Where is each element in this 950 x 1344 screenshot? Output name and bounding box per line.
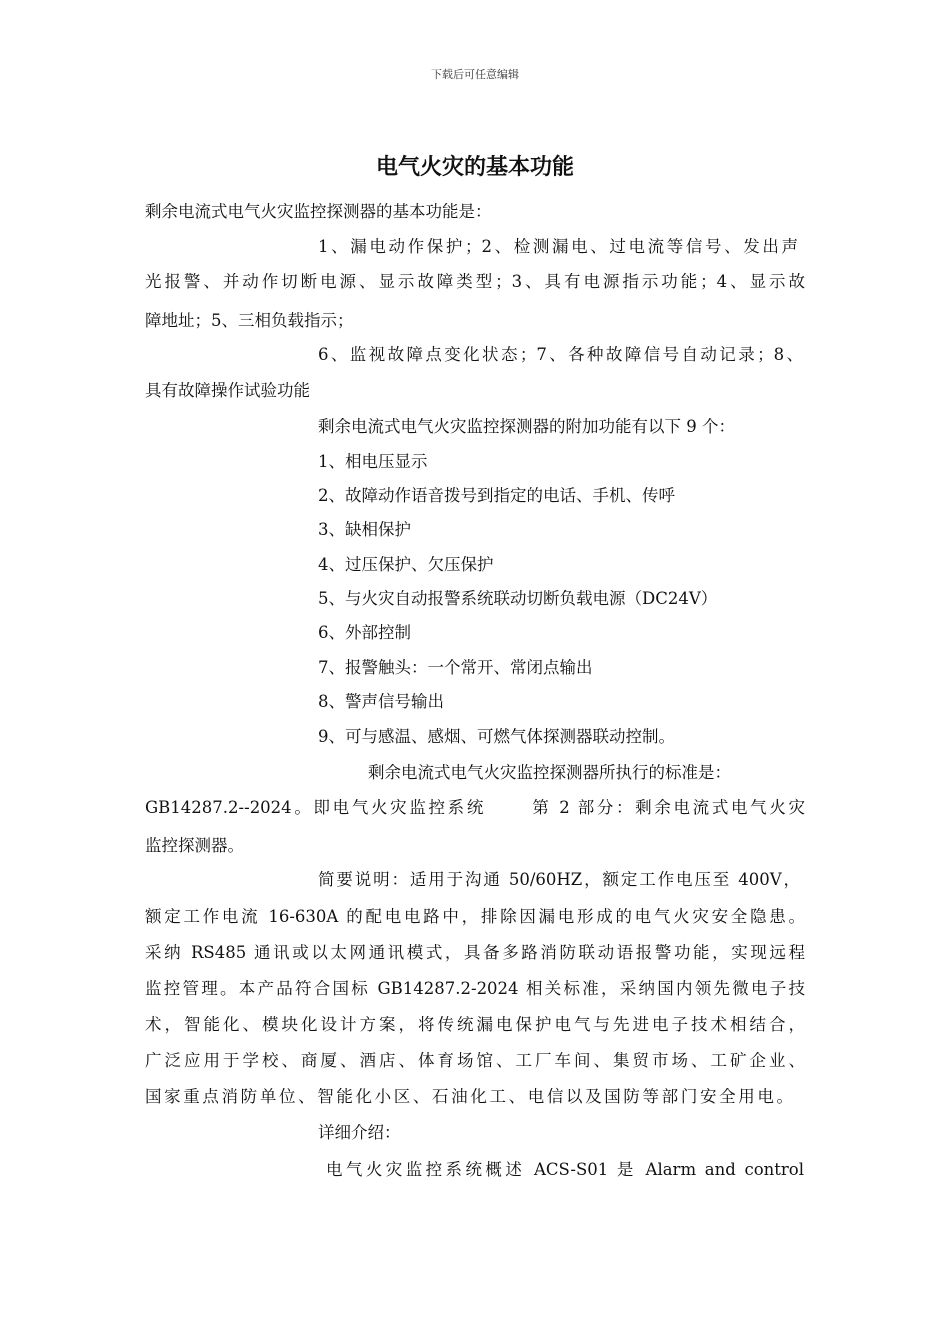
body-line: 电气火灾监控系统概述 ACS-S01 是 Alarm and control [326, 1160, 804, 1179]
body-line: 障地址；5、三相负载指示； [145, 311, 354, 330]
list-item: 7、报警触头：一个常开、常闭点输出 [318, 658, 593, 677]
body-line: 监控探测器。 [145, 836, 244, 855]
body-line: 术，智能化、模块化设计方案，将传统漏电保护电气与先进电子技术相结合， [145, 1015, 805, 1034]
body-line: 详细介绍： [318, 1123, 401, 1142]
body-line: 采纳 RS485 通讯或以太网通讯模式，具备多路消防联动语报警功能，实现远程 [145, 943, 805, 962]
body-line: 国家重点消防单位、智能化小区、石油化工、电信以及国防等部门安全用电。 [145, 1087, 793, 1106]
body-line: 监控管理。本产品符合国标 GB14287.2-2024 相关标准，采纳国内领先微电子技 [145, 979, 805, 998]
list-item: 6、外部控制 [318, 623, 411, 642]
header-note: 下载后可任意编辑 [431, 68, 519, 81]
list-item: 4、过压保护、欠压保护 [318, 555, 494, 574]
body-line: 剩余电流式电气火灾监控探测器的附加功能有以下 9 个： [318, 417, 735, 436]
list-item: 1、相电压显示 [318, 452, 428, 471]
page-title: 电气火灾的基本功能 [375, 154, 574, 180]
body-line: 额定工作电流 16-630A 的配电电路中，排除因漏电形成的电气火灾安全隐患。 [145, 907, 805, 926]
body-line: 光报警、并动作切断电源、显示故障类型；3、具有电源指示功能；4、显示故 [145, 272, 805, 291]
body-line: 广泛应用于学校、商厦、酒店、体育场馆、工厂车间、集贸市场、工矿企业、 [145, 1051, 805, 1070]
body-line: 具有故障操作试验功能 [145, 381, 310, 400]
list-item: 8、警声信号输出 [318, 692, 444, 711]
body-line: 剩余电流式电气火灾监控探测器所执行的标准是： [368, 763, 731, 782]
body-line: 剩余电流式电气火灾监控探测器的基本功能是： [145, 202, 492, 221]
body-line: GB14287.2--2024。即电气火灾监控系统 第 2 部分：剩余电流式电气火灾 [145, 798, 805, 817]
body-line: 1、漏电动作保护；2、检测漏电、过电流等信号、发出声 [318, 237, 798, 256]
body-line: 6、监视故障点变化状态；7、各种故障信号自动记录；8、 [318, 345, 803, 364]
body-line: 简要说明：适用于沟通 50/60HZ，额定工作电压至 400V， [318, 870, 800, 889]
list-item: 9、可与感温、感烟、可燃气体探测器联动控制。 [318, 727, 675, 746]
list-item: 2、故障动作语音拨号到指定的电话、手机、传呼 [318, 486, 675, 505]
list-item: 5、与火灾自动报警系统联动切断负载电源（DC24V） [318, 589, 718, 608]
list-item: 3、缺相保护 [318, 520, 411, 539]
